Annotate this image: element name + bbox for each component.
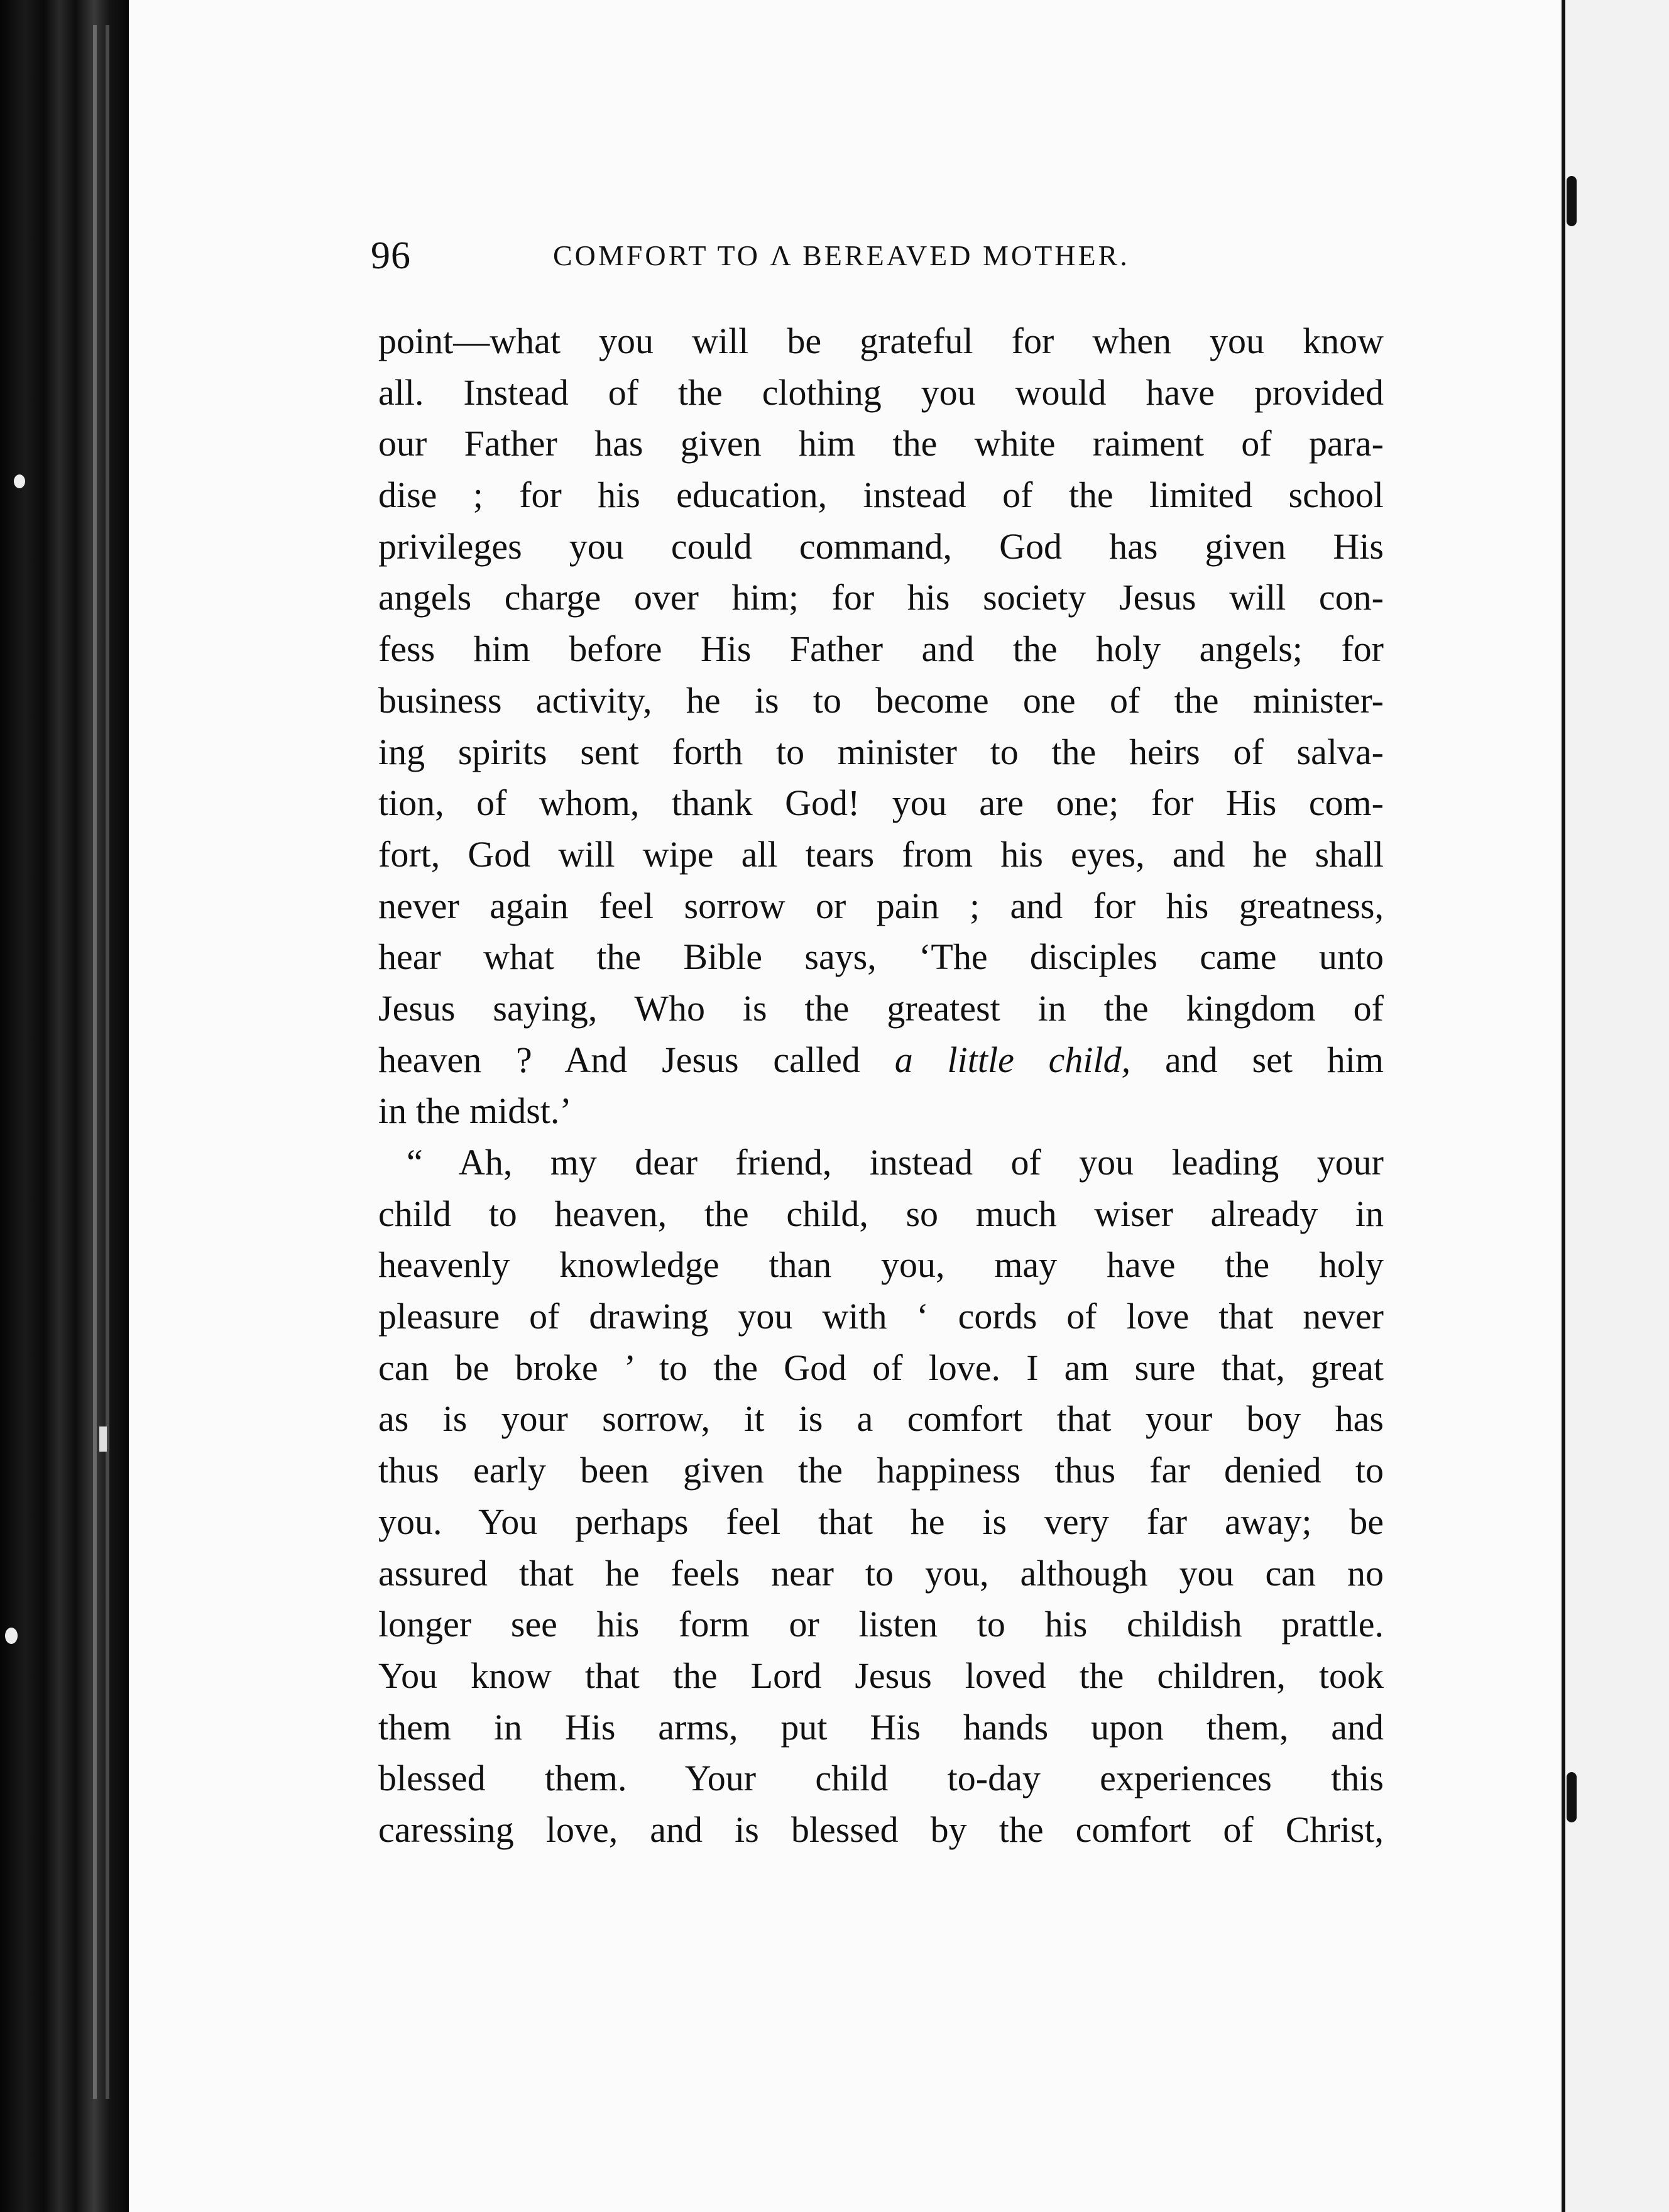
text-line: thus early been given the happiness thus far denied to	[378, 1450, 1384, 1491]
text-line: as is your sorrow, it is a comfort that your boy has	[378, 1398, 1384, 1440]
paragraph-start-line: “ Ah, my dear friend, instead of you leading your	[407, 1142, 1384, 1183]
text-line: You know that the Lord Jesus loved the children, took	[378, 1655, 1384, 1696]
text-line: angels charge over him; for his society Jesus will con-	[378, 577, 1384, 618]
text-segment: and set him	[1164, 1039, 1384, 1080]
text-line: privileges you could command, God has given His	[378, 525, 1384, 567]
text-line: you. You perhaps feel that he is very far away; be	[378, 1501, 1384, 1542]
text-line: fess him before His Father and the holy angels; for	[378, 628, 1384, 670]
text-line: longer see his form or listen to his childish prattle.	[378, 1604, 1384, 1645]
text-line: heavenly knowledge than you, may have the holy	[378, 1244, 1384, 1286]
text-line: dise ; for his education, instead of the limited school	[378, 474, 1384, 516]
text-line: tion, of whom, thank God! you are one; for His com-	[378, 782, 1384, 824]
text-segment: heaven ? And Jesus called	[378, 1039, 860, 1080]
text-line: assured that he feels near to you, although you can no	[378, 1552, 1384, 1594]
spine-edge-line	[93, 25, 97, 2099]
text-line: child to heaven, the child, so much wiser already in	[378, 1193, 1384, 1234]
book-spine	[0, 0, 129, 2212]
text-line: caressing love, and is blessed by the comfort of Christ,	[378, 1809, 1384, 1850]
text-line: blessed them. Your child to-day experiences this	[378, 1758, 1384, 1799]
text-line: all. Instead of the clothing you would have provided	[378, 371, 1384, 413]
text-line: point—what you will be grateful for when you know	[378, 320, 1384, 361]
text-line-with-italic	[378, 1034, 1384, 1086]
running-title: COMFORT TO Λ BEREAVED MOTHER.	[553, 239, 1130, 271]
text-line: Jesus saying, Who is the greatest in the kingdom of	[378, 987, 1384, 1029]
text-line: fort, God will wipe all tears from his eyes, and he shall	[378, 833, 1384, 875]
text-line: our Father has given him the white raiment of para-	[378, 423, 1384, 464]
spine-edge-line	[106, 25, 109, 2099]
edge-mark	[1567, 1772, 1577, 1822]
page-header	[371, 234, 1376, 284]
text-line: pleasure of drawing you with ‘ cords of love that never	[378, 1296, 1384, 1337]
facing-page-edge	[1562, 0, 1669, 2212]
text-line: hear what the Bible says, ‘The disciples came unto	[378, 936, 1384, 978]
scan-speck	[99, 1426, 107, 1452]
text-line: can be broke ’ to the God of love. I am sure that, great	[378, 1347, 1384, 1388]
scan-speck	[14, 474, 25, 488]
text-line: ing spirits sent forth to minister to the heirs of salva-	[378, 731, 1384, 772]
text-line: them in His arms, put His hands upon them, and	[378, 1706, 1384, 1748]
italic-phrase: a little child,	[894, 1039, 1131, 1080]
body-text	[378, 315, 1384, 1856]
text-line: business activity, he is to become one of the minister-	[378, 679, 1384, 721]
edge-mark	[1567, 176, 1577, 226]
text-line: never again feel sorrow or pain ; and for his greatness,	[378, 885, 1384, 926]
page-number: 96	[371, 234, 411, 277]
scan-speck	[5, 1628, 18, 1644]
text-line: in the midst.’	[378, 1090, 572, 1132]
